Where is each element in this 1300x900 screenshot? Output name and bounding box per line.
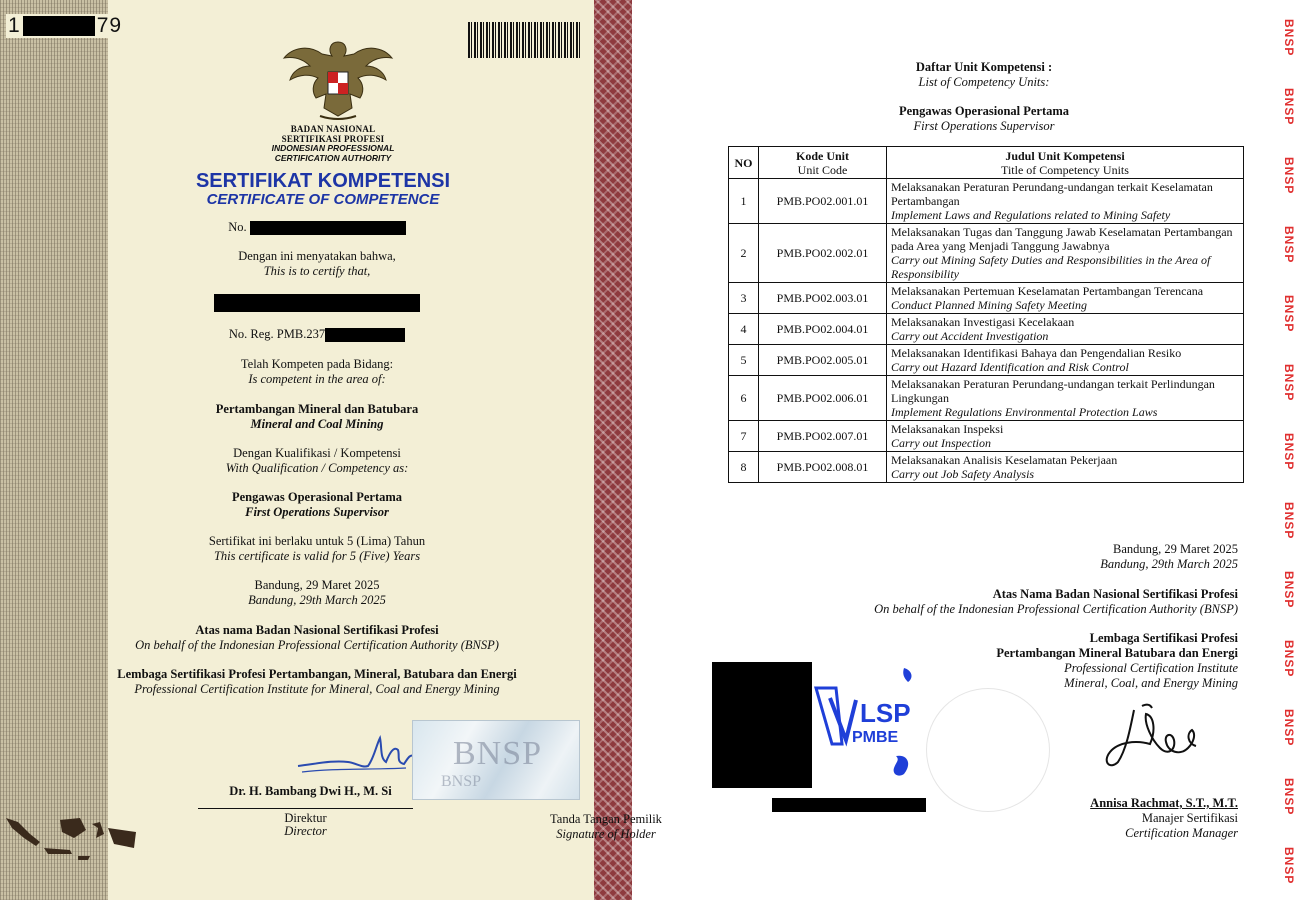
unit-title-id: Melaksanakan Pertemuan Keselamatan Pertambangan Terencana [891,284,1204,298]
unit-title-id: Melaksanakan Investigasi Kecelakaan [891,315,1075,329]
competency-units-body [729,179,1244,483]
unit-code: PMB.PO02.007.01 [759,421,887,452]
unit-row [729,224,1244,283]
unit-list-position-id: Pengawas Operasional Pertama [898,104,1070,118]
unit-row [729,179,1244,224]
authority-name-block [108,124,558,163]
document-serial-number: 1 79 [8,14,123,37]
unit-title-en: Implement Laws and Regulations related to Mining Safety [891,208,1171,222]
director-name: Dr. H. Bambang Dwi H., M. Si [229,784,392,798]
qualification-position-en: First Operations Supervisor [245,505,389,519]
unit-code: PMB.PO02.001.01 [759,179,887,224]
validity-statement-en: This certificate is valid for 5 (Five) Years [213,549,421,563]
unit-list-title-id: Daftar Unit Kompetensi : [915,60,1053,74]
back-on-behalf-id: Atas Nama Badan Nasional Sertifikasi Profesi [992,587,1238,601]
unit-number: 5 [729,345,759,376]
unit-title [887,283,1244,314]
redacted-certificate-number [250,221,406,235]
back-institute-id-1: Lembaga Sertifikasi Profesi [1089,631,1238,645]
unit-title-id: Melaksanakan Peraturan Perundang-undangan terkait Perlindungan Lingkungan [891,377,1215,405]
unit-row [729,283,1244,314]
unit-title-en: Conduct Planned Mining Safety Meeting [891,298,1087,312]
manager-role-en: Certification Manager [1125,826,1238,840]
holder-signature-label-en: Signature of Holder [556,827,656,841]
on-behalf-en: On behalf of the Indonesian Professional Certification Authority (BNSP) [135,638,499,652]
institute-name-en: Professional Certification Institute for Mineral, Coal and Energy Mining [134,682,500,696]
unit-number: 6 [729,376,759,421]
certificate-number-row: No. [108,220,526,235]
unit-list-position-en: First Operations Supervisor [913,119,1055,133]
unit-row [729,376,1244,421]
unit-code: PMB.PO02.002.01 [759,224,887,283]
bnsp-watermark-mark: BNSP [1282,364,1296,402]
director-signature [296,728,416,776]
unit-title-en: Implement Regulations Environmental Protection Laws [891,405,1158,419]
issue-date-en: Bandung, 29th March 2025 [248,593,386,607]
unit-title [887,179,1244,224]
bnsp-watermark-mark: BNSP [1282,640,1296,678]
competency-area-id: Pertambangan Mineral dan Batubara [215,402,419,416]
certificate-title: SERTIFIKAT KOMPETENSI [195,170,451,192]
unit-title-id: Melaksanakan Identifikasi Bahaya dan Pengendalian Resiko [891,346,1182,360]
redacted-holder-name [214,294,420,312]
bnsp-watermark-mark: BNSP [1282,571,1296,609]
registration-number-row: No. Reg. PMB.237 [108,327,526,342]
bnsp-watermark-mark: BNSP [1282,157,1296,195]
bnsp-watermark-mark: BNSP [1282,433,1296,471]
holder-signature-label-id: Tanda Tangan Pemilik [550,812,662,826]
unit-title-en: Carry out Hazard Identification and Risk Control [891,360,1129,374]
authority-name-id-2: SERTIFIKASI PROFESI [281,134,385,144]
unit-number: 2 [729,224,759,283]
unit-list-title-en: List of Competency Units: [918,75,1050,89]
unit-title [887,314,1244,345]
redacted-holder-photo [712,662,812,788]
holder-name-row [108,294,526,312]
back-date-id: Bandung, 29 Maret 2025 [1113,542,1238,556]
certificate-front-content [108,0,594,900]
header-no: NO [729,147,759,179]
unit-title-id: Melaksanakan Analisis Keselamatan Pekerjaan [891,453,1118,467]
bnsp-watermark-mark: BNSP [1282,778,1296,816]
unit-title-id: Melaksanakan Peraturan Perundang-undangan terkait Keselamatan Pertambangan [891,180,1213,208]
competency-area-en: Mineral and Coal Mining [250,417,384,431]
unit-code: PMB.PO02.004.01 [759,314,887,345]
qualification-label-en: With Qualification / Competency as: [225,461,409,475]
qualification-position-id: Pengawas Operasional Pertama [231,490,403,504]
unit-title-en: Carry out Accident Investigation [891,329,1049,343]
back-on-behalf-en: On behalf of the Indonesian Professional Certification Authority (BNSP) [874,602,1238,616]
unit-row [729,421,1244,452]
unit-number: 3 [729,283,759,314]
back-institute-id-2: Pertambangan Mineral Batubara dan Energi [996,646,1238,660]
certify-statement-en: This is to certify that, [263,264,371,278]
header-unit-code: Kode Unit Unit Code [759,147,887,179]
validity-statement-id: Sertifikat ini berlaku untuk 5 (Lima) Tahun [208,534,426,548]
manager-role-id: Manajer Sertifikasi [1141,811,1238,825]
unit-code: PMB.PO02.006.01 [759,376,887,421]
hologram-sublabel: BNSP [441,773,482,790]
certificate-front-page [0,0,632,900]
table-header-row [729,147,1244,179]
bnsp-watermark-mark: BNSP [1282,226,1296,264]
certificate-subtitle: CERTIFICATE OF COMPETENCE [206,191,440,208]
authority-name-en: INDONESIAN PROFESSIONAL [271,143,395,153]
unit-code: PMB.PO02.005.01 [759,345,887,376]
qualification-label-id: Dengan Kualifikasi / Kompetensi [233,446,401,460]
bnsp-watermark-mark: BNSP [1282,502,1296,540]
indonesia-map-icon [0,808,140,868]
certificate-back-page [550,0,1300,900]
director-role-id: Direktur [198,808,413,826]
unit-title [887,345,1244,376]
unit-title [887,452,1244,483]
security-pattern-strip [0,0,108,900]
unit-title [887,421,1244,452]
unit-title-id: Melaksanakan Inspeksi [891,422,1004,436]
on-behalf-id: Atas nama Badan Nasional Sertifikasi Profesi [195,623,439,637]
unit-number: 4 [729,314,759,345]
unit-row [729,452,1244,483]
bnsp-hologram [412,720,580,800]
unit-code: PMB.PO02.008.01 [759,452,887,483]
bnsp-watermark-mark: BNSP [1282,88,1296,126]
unit-title-en: Carry out Inspection [891,436,991,450]
header-unit-title: Judul Unit Kompetensi Title of Competency Units [887,147,1244,179]
issue-date-id: Bandung, 29 Maret 2025 [254,578,380,592]
competency-units-table [728,146,1244,483]
competent-label-en: Is competent in the area of: [248,372,386,386]
unit-code: PMB.PO02.003.01 [759,283,887,314]
director-role-en: Director [284,824,327,838]
bnsp-watermark-mark: BNSP [1282,295,1296,333]
hologram-label: BNSP [453,735,543,772]
back-institute-en-2: Mineral, Coal, and Energy Mining [1064,676,1238,690]
unit-title [887,224,1244,283]
unit-title-en: Carry out Mining Safety Duties and Responsibilities in the Area of Responsibility [891,253,1211,281]
lsp-logo-subtext: PMBE [852,729,899,746]
bnsp-watermark-strip [1272,8,1296,898]
redacted-registration-number [325,328,405,342]
unit-row [729,314,1244,345]
institute-name-id: Lembaga Sertifikasi Profesi Pertambangan, Mineral, Batubara dan Energi [117,667,517,681]
bnsp-watermark-mark: BNSP [1282,847,1296,885]
unit-number: 1 [729,179,759,224]
bnsp-watermark-mark: BNSP [1282,19,1296,57]
bnsp-watermark-mark: BNSP [1282,709,1296,747]
unit-number: 8 [729,452,759,483]
unit-row [729,345,1244,376]
manager-name: Annisa Rachmat, S.T., M.T. [1090,796,1238,810]
faded-seal [926,688,1050,812]
manager-signature [1096,700,1206,776]
lsp-logo-text: LSP [860,698,911,728]
lsp-pmbe-logo [812,664,922,782]
authority-name-en-2: CERTIFICATION AUTHORITY [274,152,392,163]
unit-title [887,376,1244,421]
unit-title-en: Carry out Job Safety Analysis [891,467,1035,481]
certify-statement-id: Dengan ini menyatakan bahwa, [238,249,396,263]
competent-label-id: Telah Kompeten pada Bidang: [240,357,394,371]
unit-number: 7 [729,421,759,452]
unit-title-id: Melaksanakan Tugas dan Tanggung Jawab Keselamatan Pertambangan pada Area yang Menjadi Tanggung Jawabnya [891,225,1233,253]
back-institute-en-1: Professional Certification Institute [1064,661,1238,675]
garuda-emblem-icon [278,36,398,122]
red-guilloche-border [594,0,632,900]
back-date-en: Bandung, 29th March 2025 [1100,557,1238,571]
redacted-serial [23,16,95,36]
authority-name-id: BADAN NASIONAL [290,124,376,134]
